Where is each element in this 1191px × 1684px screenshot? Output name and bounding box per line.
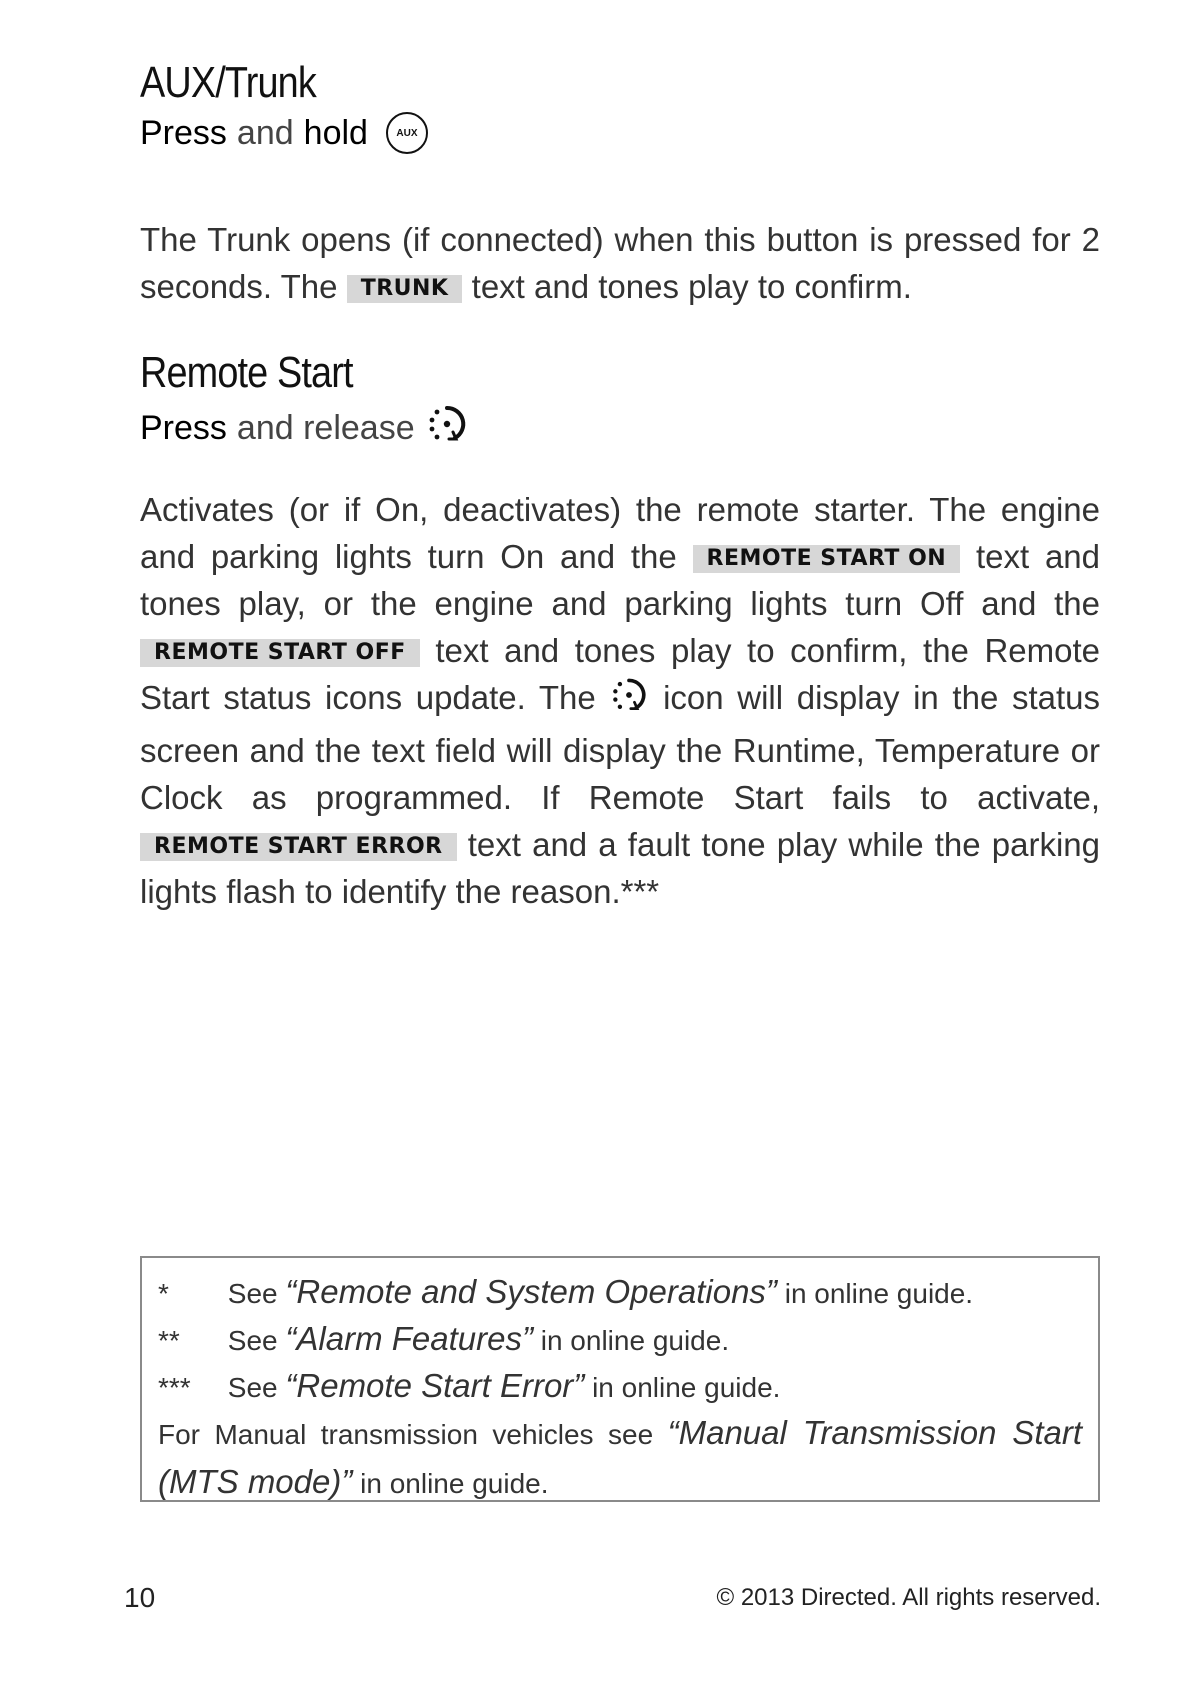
lcd-trunk-indicator: TRUNK: [347, 275, 463, 303]
remote-desc-text-4: icon will display in the status screen and the text field will display the Runtime, Temperature or Clock as programmed. If Remote Start fails to activate,: [140, 679, 1101, 816]
copyright-notice: © 2013 Directed. All rights reserved.: [716, 1584, 1101, 1611]
lcd-remote-start-on: REMOTE START ON: [693, 545, 961, 573]
and-release-label: and release: [236, 409, 415, 447]
remote-desc-text-3: text and tones play to confirm, the Remote Start status icons update. The: [140, 632, 1100, 716]
footnote-2: [158, 1315, 1082, 1362]
footnotes-box: [140, 1256, 1100, 1502]
trunk-desc-text-b: text and tones play to confirm.: [471, 268, 912, 305]
footnote-lead: For Manual transmission vehicles see: [158, 1419, 654, 1450]
footnote-3: [158, 1362, 1082, 1409]
aux-instruction: [140, 112, 428, 154]
lcd-remote-start-off: REMOTE START OFF: [140, 639, 420, 667]
footnote-tail: in online guide.: [592, 1372, 781, 1403]
press-label: Press: [140, 113, 227, 152]
trunk-desc-text-a: The Trunk opens (if connected) when this button is pressed for 2 seconds. The: [140, 221, 1100, 305]
trunk-description: [140, 216, 1100, 310]
remote-start-icon: [425, 402, 469, 455]
footnote-see: See: [227, 1278, 278, 1309]
remote-desc-text-5: text and a fault tone play while the parking lights flash to identify the reason.***: [140, 826, 1100, 910]
remote-start-instruction: [140, 402, 469, 455]
remote-start-icon: [609, 675, 649, 727]
section-title-aux-trunk: AUX/Trunk: [140, 58, 316, 107]
footnote-marker: **: [158, 1325, 180, 1356]
and-label: and: [236, 113, 294, 152]
footnote-title: “Remote Start Error”: [285, 1367, 585, 1404]
remote-desc-text-2: text and tones play, or the engine and parking lights turn Off and the: [140, 538, 1101, 622]
footnote-1: [158, 1268, 1082, 1315]
footnote-marker: *: [158, 1278, 169, 1309]
section-title-remote-start: Remote Start: [140, 348, 353, 397]
lcd-remote-start-error: REMOTE START ERROR: [140, 833, 457, 861]
press-label: Press: [140, 409, 227, 447]
footnote-see: See: [227, 1372, 278, 1403]
page-number: 10: [124, 1582, 156, 1613]
footnote-title: “Alarm Features”: [285, 1320, 533, 1357]
footnote-tail: in online guide.: [784, 1278, 974, 1309]
footnote-title: “Remote and System Operations”: [285, 1273, 777, 1310]
footnote-see: See: [227, 1325, 278, 1356]
footnote-marker: ***: [158, 1372, 191, 1403]
footnote-tail: in online guide.: [540, 1325, 730, 1356]
remote-start-description: [140, 486, 1100, 915]
footnote-4: [158, 1409, 1082, 1507]
footnote-title: “Manual Transmission Start (MTS mode)”: [158, 1414, 1083, 1500]
footnote-tail: in online guide.: [360, 1468, 549, 1499]
hold-label: hold: [303, 113, 368, 152]
remote-desc-text-1: Activates (or if On, deactivates) the remote starter. The engine and parking lights turn On and the: [140, 491, 1100, 575]
aux-button-icon: AUX: [386, 112, 428, 154]
